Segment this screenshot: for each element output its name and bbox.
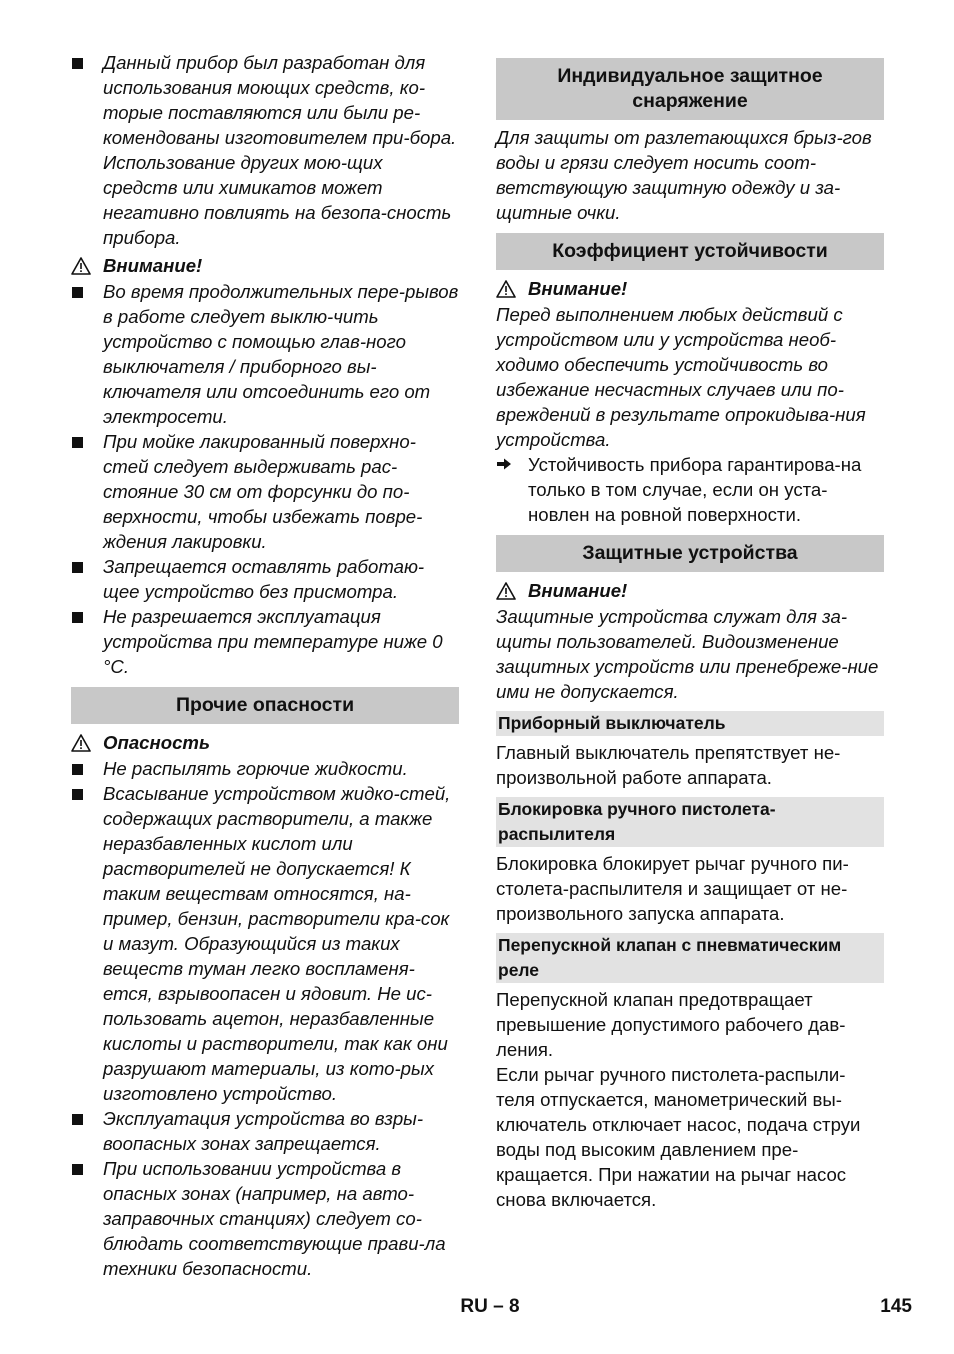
warning-label: Внимание! bbox=[103, 254, 203, 276]
warning-heading bbox=[496, 275, 884, 302]
list-item bbox=[71, 756, 459, 781]
list-item-text: Всасывание устройством жидко-стей, содержащих растворители, а также неразбавленных кислот или растворителей не допускается! К таким веществам относятся, на-пример, бензин, растворители кра-сок и мазут. Образующийся из таких веществ туман легко воспламеня-ется, взрывоопасен и ядовит. Не ис-пользовать ацетон, неразбавленные кислоты и растворители, так как они разрушают материалы, из кото-рых изготовлено устройство. bbox=[103, 783, 451, 1104]
protective-text: Защитные устройства служат для за-щиты пользователей. Видоизменение защитных устройств или пренебреже-ние ими не допускается. bbox=[496, 606, 879, 702]
list-item-text: Не разрешается эксплуатация устройства при температуре ниже 0 °C. bbox=[103, 606, 443, 677]
ppe-text: Для защиты от разлетающихся брыз-гов воды и грязи следует носить соот-ветствующую защитную одежду и за-щитные очки. bbox=[496, 127, 872, 223]
stability-text: Перед выполнением любых действий с устройством или у устройства необ-ходимо обеспечить устойчивость во избежание несчастных случаев или по-вреждений в результате опрокидыва-ния устройства. bbox=[496, 304, 866, 450]
subheading-switch: Приборный выключатель bbox=[496, 711, 884, 736]
list-item-text: Не распылять горючие жидкости. bbox=[103, 758, 408, 779]
warning-heading bbox=[496, 577, 884, 604]
lock-text: Блокировка блокирует рычаг ручного пи-столета-распылителя и защищает от не-произвольного запуска аппарата. bbox=[496, 853, 849, 924]
warning-triangle-icon bbox=[71, 253, 103, 278]
square-bullet-icon bbox=[71, 1106, 103, 1156]
bypass-text-1: Перепускной клапан предотвращает превышение допустимого рабочего дав-ления. bbox=[496, 989, 846, 1060]
list-item bbox=[71, 429, 459, 554]
switch-text: Главный выключатель препятствует не-произвольной работе аппарата. bbox=[496, 742, 841, 788]
section-heading-other-hazards: Прочие опасности bbox=[71, 687, 459, 724]
subheading-bypass: Перепускной клапан с пневматическим реле bbox=[496, 933, 884, 983]
danger-heading bbox=[71, 729, 459, 756]
arrow-item-text: Устойчивость прибора гарантирова-на только в том случае, если он уста-новлен на ровной поверхности. bbox=[528, 454, 862, 525]
square-bullet-icon bbox=[71, 604, 103, 679]
warning-heading bbox=[71, 252, 459, 279]
list-item bbox=[71, 279, 459, 429]
list-item bbox=[71, 1106, 459, 1156]
list-item bbox=[71, 50, 459, 250]
left-column bbox=[71, 50, 459, 1281]
arrow-right-icon bbox=[496, 452, 528, 527]
warning-label: Внимание! bbox=[528, 579, 628, 601]
list-item-text: Эксплуатация устройства во взры-воопасных зонах запрещается. bbox=[103, 1108, 424, 1154]
list-item bbox=[71, 604, 459, 679]
square-bullet-icon bbox=[71, 554, 103, 604]
warning-label: Внимание! bbox=[528, 277, 628, 299]
bypass-text-2: Если рычаг ручного пистолета-распыли-теля отпускается, манометрический вы-ключатель отключает насос, подача струи воды под высоким давлением пре-кращается. При нажатии на рычаг насос снова включается. bbox=[496, 1064, 861, 1210]
square-bullet-icon bbox=[71, 279, 103, 429]
list-item bbox=[71, 1156, 459, 1281]
square-bullet-icon bbox=[71, 1156, 103, 1281]
square-bullet-icon bbox=[71, 756, 103, 781]
list-item bbox=[71, 554, 459, 604]
warning-triangle-icon bbox=[496, 276, 528, 301]
list-item-text: При использовании устройства в опасных зонах (например, на авто-заправочных станциях) следует со-блюдать соответствующие прави-ла техники безопасности. bbox=[103, 1158, 446, 1279]
subheading-lock: Блокировка ручного пистолета-распылителя bbox=[496, 797, 884, 847]
section-heading-stability: Коэффициент устойчивости bbox=[496, 233, 884, 270]
square-bullet-icon bbox=[71, 429, 103, 554]
list-item-text: При мойке лакированный поверхно-стей следует выдерживать рас-стояние 30 см от форсунки до по-верхности, чтобы избежать повре-ждения лакировки. bbox=[103, 431, 423, 552]
list-item-text: Запрещается оставлять работаю-щее устройство без присмотра. bbox=[103, 556, 425, 602]
list-item-text: Во время продолжительных пере-рывов в работе следует выклю-чить устройство с помощью глав-ного выключателя / приборного вы-ключателя или отсоединить его от электросети. bbox=[103, 281, 459, 427]
list-item-text: Данный прибор был разработан для использования моющих средств, ко-торые поставляются или были ре-комендованы изготовителем при-бора. Использование других мою-щих средств или химикатов может негативно повлиять на безопа-сность прибора. bbox=[103, 52, 457, 248]
warning-triangle-icon bbox=[71, 730, 103, 755]
page-label: RU – 8 bbox=[460, 1296, 520, 1317]
square-bullet-icon bbox=[71, 50, 103, 250]
danger-label: Опасность bbox=[103, 731, 211, 753]
arrow-item bbox=[496, 452, 884, 527]
list-item bbox=[71, 781, 459, 1106]
right-column bbox=[496, 58, 884, 1212]
section-heading-ppe: Индивидуальное защитное снаряжение bbox=[496, 58, 884, 120]
section-heading-protective: Защитные устройства bbox=[496, 535, 884, 572]
page-number: 145 bbox=[880, 1296, 912, 1317]
warning-triangle-icon bbox=[496, 578, 528, 603]
square-bullet-icon bbox=[71, 781, 103, 1106]
